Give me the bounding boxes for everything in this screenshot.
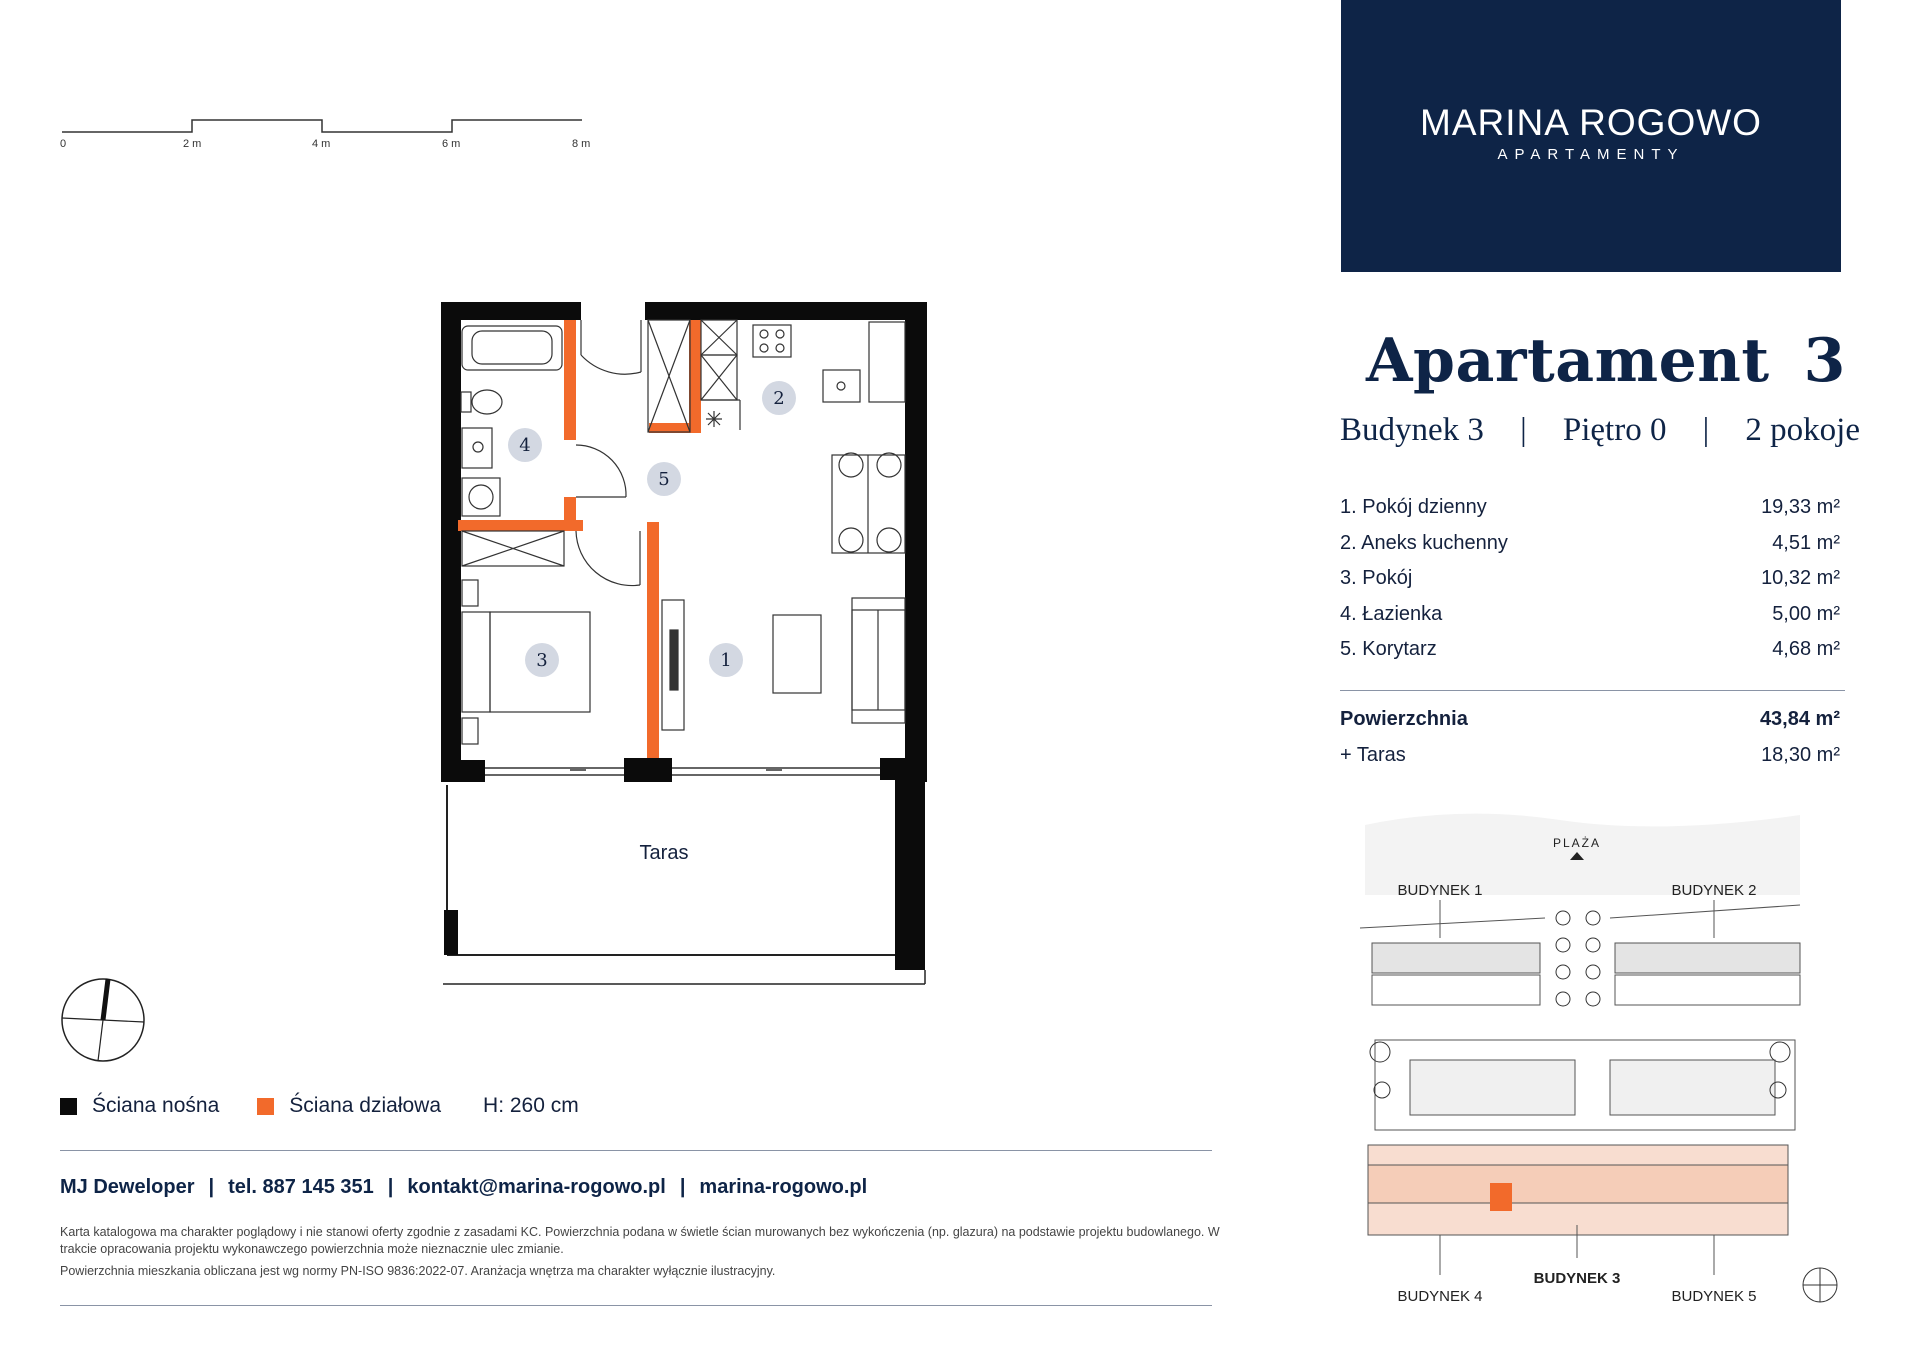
room-label: 2. Aneks kuchenny xyxy=(1340,531,1508,554)
room-row xyxy=(1340,638,1840,674)
site-building-3: BUDYNEK 3 xyxy=(1533,1270,1621,1287)
room-area: 19,33 m² xyxy=(1761,496,1840,518)
site-compass-icon xyxy=(1803,1268,1837,1302)
room-area: 5,00 m² xyxy=(1772,602,1840,625)
apartment-title xyxy=(1366,326,1846,396)
scale-label-0: 0 xyxy=(60,138,67,150)
phone-link[interactable]: tel. 887 145 351 xyxy=(228,1176,374,1198)
disclaimer-text-1: Karta katalogowa ma charakter poglądowy i nie stanowi oferty zgodnie z zasadami KC. Powierzchnia podana w świetle ścian murowanych bez wykończenia (np. glazura) na podstawie projektu budowlanego. W trakcie opracowania projektu wykonawczego powierzchnia może nieznacznie ulec zmianie. xyxy=(60,1225,1220,1256)
apartment-title-word: Apartament xyxy=(1366,326,1770,396)
load-bearing-swatch xyxy=(60,1098,77,1115)
site-building-2: BUDYNEK 2 xyxy=(1671,882,1757,899)
brand-logo-box xyxy=(1341,0,1841,272)
apartment-subtitle xyxy=(1340,412,1860,449)
footer-divider xyxy=(60,1150,1212,1151)
scale-bar xyxy=(60,110,600,160)
total-area-value: 43,84 m² xyxy=(1759,708,1840,730)
compass-icon xyxy=(58,975,148,1065)
email-link[interactable]: kontakt@marina-rogowo.pl xyxy=(407,1176,666,1198)
divider xyxy=(1340,690,1845,691)
total-area-row xyxy=(1340,708,1840,744)
website-link[interactable]: marina-rogowo.pl xyxy=(699,1176,868,1198)
legend xyxy=(60,1094,579,1118)
room-label: 3. Pokój xyxy=(1340,567,1413,589)
room-area: 10,32 m² xyxy=(1761,567,1840,589)
scale-label-6m: 6 m xyxy=(442,138,461,150)
room-list xyxy=(1340,496,1840,674)
partition-walls xyxy=(458,320,701,758)
room-number-1: 1 xyxy=(720,650,732,671)
floor-label: Piętro 0 xyxy=(1562,412,1667,448)
site-building-1: BUDYNEK 1 xyxy=(1397,882,1483,899)
room-row xyxy=(1340,532,1840,568)
scale-label-4m: 4 m xyxy=(312,138,331,150)
scale-bar-graphic xyxy=(60,110,600,140)
room-number-5: 5 xyxy=(658,469,670,490)
rooms-count-label: 2 pokoje xyxy=(1745,412,1860,448)
scale-label-8m: 8 m xyxy=(572,138,591,150)
legend-height: H: 260 cm xyxy=(483,1094,579,1117)
room-label: 1. Pokój dzienny xyxy=(1340,496,1487,518)
room-number-4: 4 xyxy=(519,435,531,456)
footer-divider-bottom xyxy=(60,1305,1212,1306)
legend-load-bearing: Ściana nośna xyxy=(92,1094,220,1117)
legend-partition: Ściana działowa xyxy=(289,1094,442,1117)
apartment-number: 3 xyxy=(1803,326,1846,396)
room-row xyxy=(1340,496,1840,532)
door-swings xyxy=(576,320,641,586)
terrace-outline xyxy=(443,770,925,984)
apartment-location-marker xyxy=(1490,1183,1512,1211)
beach-label: PLAŻA xyxy=(1552,836,1602,850)
room-area: 4,68 m² xyxy=(1772,638,1840,660)
disclaimer xyxy=(60,1224,1220,1280)
disclaimer-text-2: Powierzchnia mieszkania obliczana jest wg normy PN-ISO 9836:2022-07. Aranżacja wnętrza ma charakter wyłącznie ilustracyjny. xyxy=(60,1264,776,1278)
windows xyxy=(485,768,880,775)
total-area-label: Powierzchnia xyxy=(1340,708,1468,730)
terrace-area-label: + Taras xyxy=(1340,744,1406,766)
site-building-5: BUDYNEK 5 xyxy=(1671,1288,1757,1305)
separator: | xyxy=(1520,412,1527,448)
room-row xyxy=(1340,603,1840,639)
room-number-2: 2 xyxy=(773,388,785,409)
room-label: 4. Łazienka xyxy=(1340,602,1443,625)
separator: | xyxy=(1702,412,1710,448)
room-area: 4,51 m² xyxy=(1772,531,1840,554)
company-name: MJ Deweloper xyxy=(60,1176,195,1198)
floor-plan xyxy=(430,295,950,995)
room-label: 5. Korytarz xyxy=(1340,638,1437,660)
contact-line: MJ Deweloper | tel. 887 145 351 | kontakt@marina-rogowo.pl | marina-rogowo.pl xyxy=(60,1176,868,1198)
terrace-label: Taras xyxy=(639,842,689,864)
area-totals xyxy=(1340,708,1840,780)
building-label: Budynek 3 xyxy=(1340,412,1484,448)
site-lines xyxy=(1360,900,1800,1275)
scale-label-2m: 2 m xyxy=(183,138,202,150)
terrace-area-value: 18,30 m² xyxy=(1761,744,1840,766)
fixtures xyxy=(461,320,905,744)
terrace-area-row xyxy=(1340,744,1840,780)
brand-name: MARINA ROGOWO xyxy=(1420,102,1762,143)
brand-tagline: APARTAMENTY xyxy=(1497,146,1685,163)
room-row xyxy=(1340,567,1840,603)
site-plan xyxy=(1355,810,1855,1310)
room-number-3: 3 xyxy=(536,650,548,671)
partition-swatch xyxy=(257,1098,274,1115)
site-building-4: BUDYNEK 4 xyxy=(1397,1288,1483,1305)
